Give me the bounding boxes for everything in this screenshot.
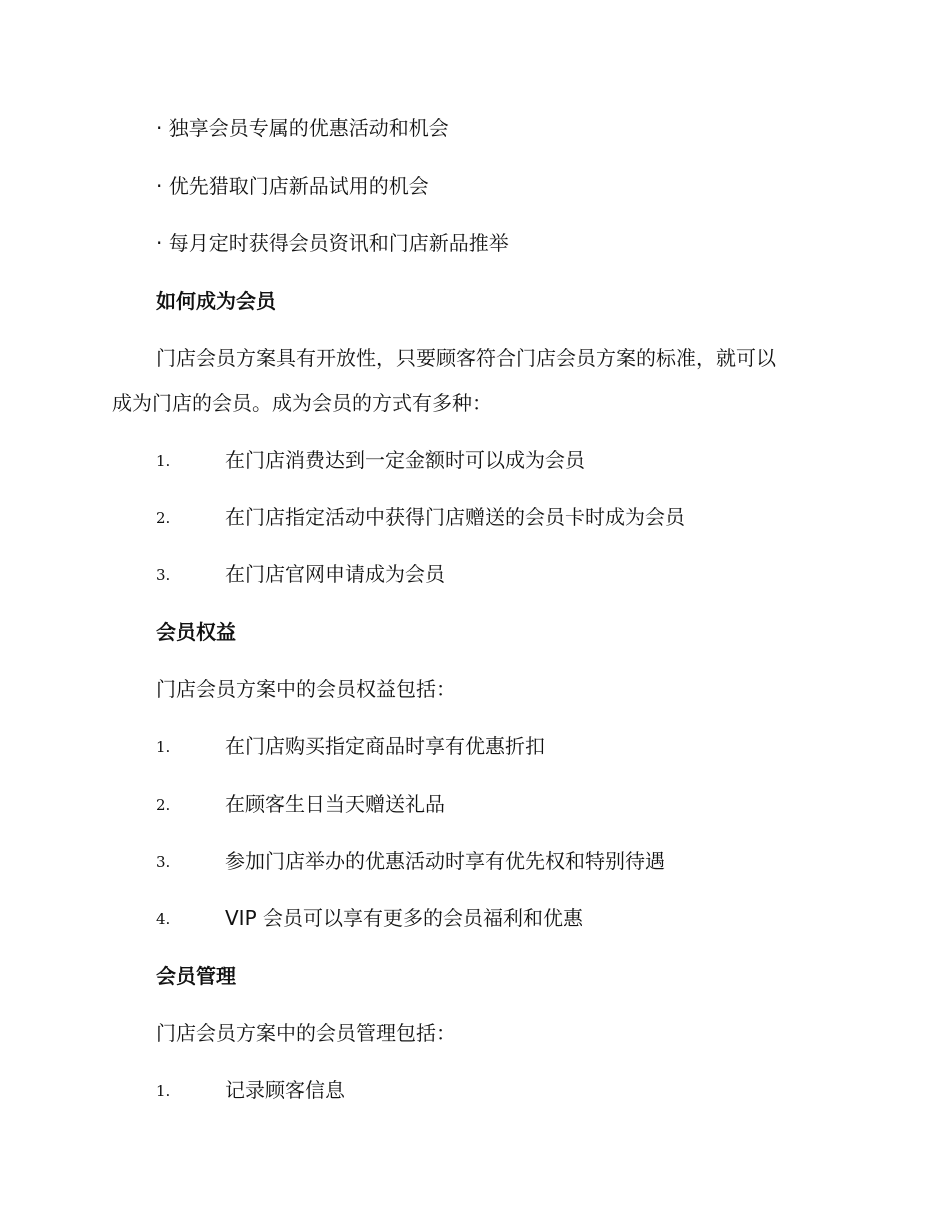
list-text: 在门店官网申请成为会员 — [225, 562, 445, 586]
list-number: 1. — [156, 738, 171, 756]
paragraph-line: 成为门店的会员。成为会员的方式有多种： — [112, 391, 492, 415]
list-number: 3. — [156, 853, 171, 871]
section-heading-benefits: 会员权益 — [156, 620, 236, 644]
list-text: 在门店购买指定商品时享有优惠折扣 — [225, 734, 545, 758]
bullet-item: · 独享会员专属的优惠活动和机会 — [156, 116, 449, 140]
section-heading-management: 会员管理 — [156, 964, 236, 988]
list-text: 参加门店举办的优惠活动时享有优先权和特别待遇 — [225, 849, 665, 873]
bullet-item: · 优先猎取门店新品试用的机会 — [156, 174, 429, 198]
bullet-item: · 每月定时获得会员资讯和门店新品推举 — [156, 231, 509, 255]
list-number: 2. — [156, 509, 171, 527]
paragraph-line: 门店会员方案具有开放性，只要顾客符合门店会员方案的标准，就可以 — [156, 346, 776, 370]
list-text: VIP 会员可以享有更多的会员福利和优惠 — [225, 906, 583, 930]
list-text: 在顾客生日当天赠送礼品 — [225, 792, 445, 816]
list-text: 记录顾客信息 — [225, 1078, 345, 1102]
list-text: 在门店消费达到一定金额时可以成为会员 — [225, 448, 585, 472]
section-heading-join: 如何成为会员 — [156, 289, 276, 313]
list-number: 4. — [156, 910, 171, 928]
list-number: 2. — [156, 796, 171, 814]
list-text: 在门店指定活动中获得门店赠送的会员卡时成为会员 — [225, 505, 685, 529]
section-intro: 门店会员方案中的会员权益包括： — [156, 677, 456, 701]
section-intro: 门店会员方案中的会员管理包括： — [156, 1021, 456, 1045]
list-number: 3. — [156, 566, 171, 584]
list-number: 1. — [156, 1082, 171, 1100]
list-number: 1. — [156, 452, 171, 470]
